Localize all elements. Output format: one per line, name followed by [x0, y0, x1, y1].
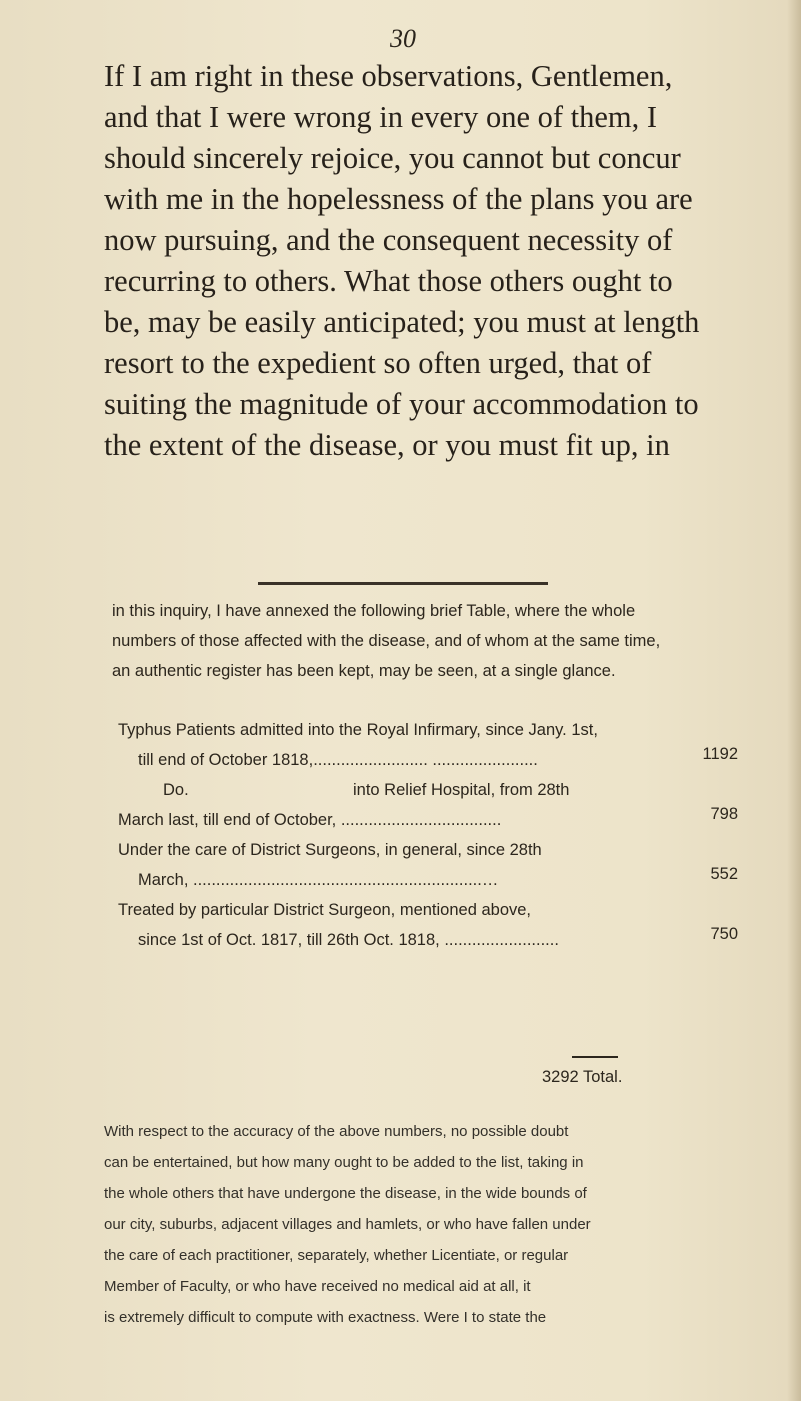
paragraph-line: suiting the magnitude of your accommodation to	[104, 387, 699, 421]
paragraph-line: resort to the expedient so often urged, that of	[104, 346, 652, 380]
paragraph-line: be, may be easily anticipated; you must at length	[104, 305, 700, 339]
paragraph-line: recurring to others. What those others ought to	[104, 264, 673, 298]
paragraph-line: should sincerely rejoice, you cannot but concur	[104, 141, 681, 175]
row-value: 798	[710, 805, 738, 823]
closing-line: can be entertained, but how many ought to be added to the list, taking in	[104, 1154, 584, 1171]
closing-line: our city, suburbs, adjacent villages and hamlets, or who have fallen under	[104, 1216, 591, 1233]
paragraph-line: and that I were wrong in every one of them, I	[104, 100, 658, 134]
total-divider	[572, 1056, 618, 1058]
row-value: 750	[710, 925, 738, 943]
ditto-mark: Do.	[163, 781, 189, 799]
row-text: Typhus Patients admitted into the Royal Infirmary, since Jany. 1st,	[118, 721, 598, 739]
row-value: 552	[710, 865, 738, 883]
footnote-line: in this inquiry, I have annexed the following brief Table, where the whole	[112, 602, 636, 620]
table-row	[118, 835, 738, 895]
footnote	[112, 596, 732, 686]
row-text: till end of October 1818,......................... .......................	[138, 751, 538, 769]
row-text: Treated by particular District Surgeon, mentioned above,	[118, 901, 532, 919]
closing-paragraph	[104, 1116, 734, 1333]
footnote-line: an authentic register has been kept, may be seen, at a single glance.	[112, 662, 616, 680]
closing-line: is extremely difficult to compute with exactness. Were I to state the	[104, 1309, 547, 1326]
paragraph-line: now pursuing, and the consequent necessity of	[104, 223, 673, 257]
paragraph-line: If I am right in these observations, Gentlemen,	[104, 59, 673, 93]
page-edge-shadow	[787, 0, 801, 1401]
row-text: since 1st of Oct. 1817, till 26th Oct. 1818, .........................	[138, 931, 559, 949]
closing-line: the whole others that have undergone the disease, in the wide bounds of	[104, 1185, 587, 1202]
table-row	[118, 775, 738, 835]
patient-table	[118, 715, 738, 955]
paragraph-line: the extent of the disease, or you must fit up, in	[104, 428, 670, 462]
main-paragraph	[104, 56, 724, 466]
paragraph-line: with me in the hopelessness of the plans you are	[104, 182, 693, 216]
row-text: into Relief Hospital, from 28th	[353, 781, 570, 799]
row-value: 1192	[702, 745, 738, 763]
row-text: Under the care of District Surgeons, in general, since 28th	[118, 841, 542, 859]
closing-line: the care of each practitioner, separately, whether Licentiate, or regular	[104, 1247, 569, 1264]
row-text: March last, till end of October, ...................................	[118, 811, 502, 829]
footnote-line: numbers of those affected with the disease, and of whom at the same time,	[112, 632, 661, 650]
table-row	[118, 715, 738, 775]
table-total: 3292 Total.	[542, 1068, 623, 1086]
closing-line: With respect to the accuracy of the above numbers, no possible doubt	[104, 1123, 569, 1140]
table-row	[118, 895, 738, 955]
row-text: March, ...............................................................…	[138, 871, 499, 889]
closing-line: Member of Faculty, or who have received no medical aid at all, it	[104, 1278, 531, 1295]
page-number: 30	[390, 24, 416, 53]
footnote-divider	[258, 582, 548, 585]
